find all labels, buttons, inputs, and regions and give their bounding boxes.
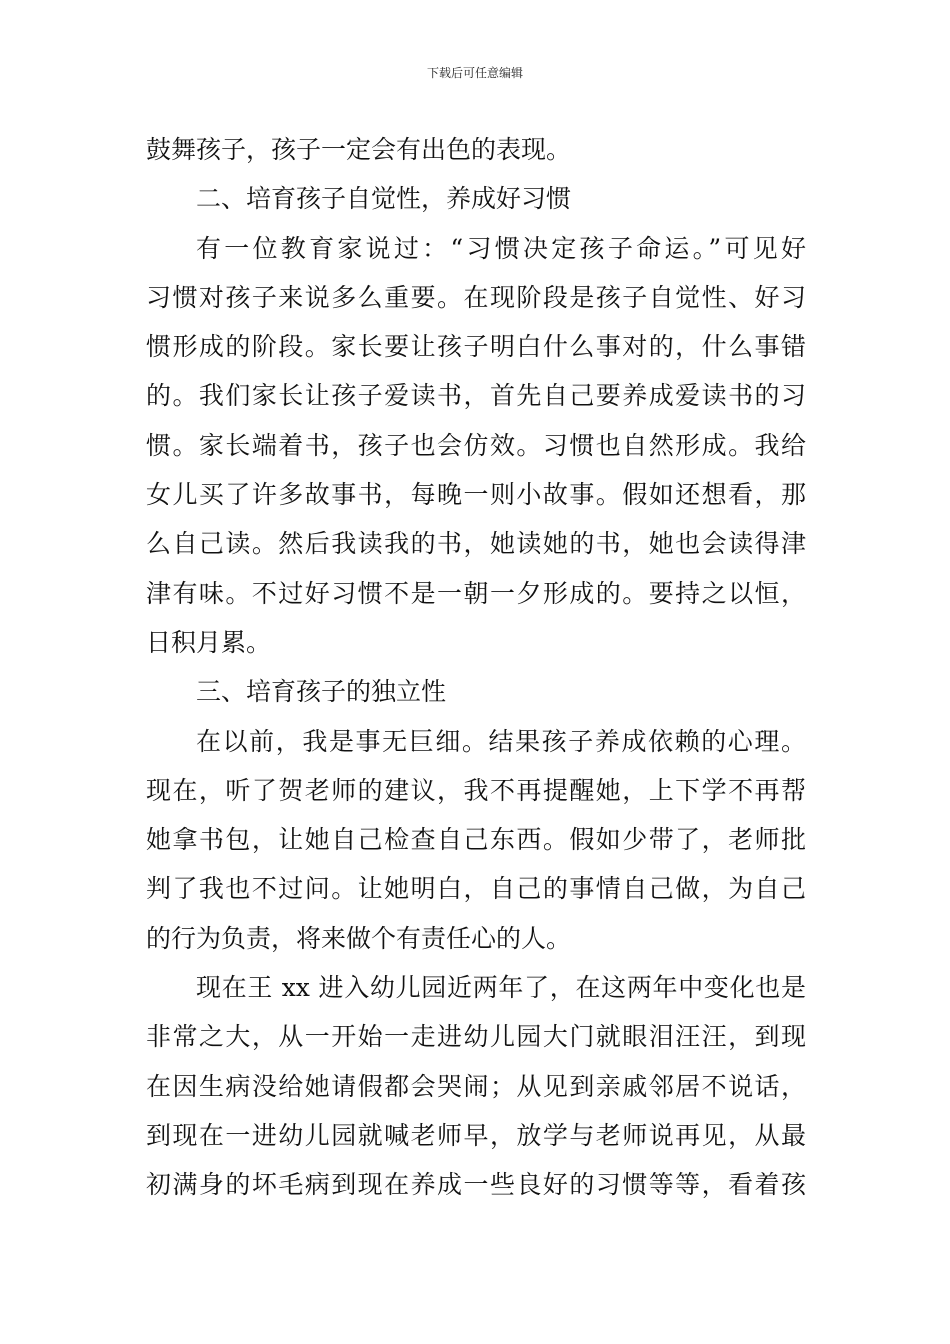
text-line: 鼓舞孩子，孩子一定会有出色的表现。 — [146, 135, 572, 164]
text-line: 有一位教育家说过：“习惯决定孩子命运。”可见好 — [196, 233, 806, 263]
text-line: 的行为负责，将来做个有责任心的人。 — [146, 923, 572, 953]
text-line: 她拿书包，让她自己检查自己东西。假如少带了，老师批 — [146, 825, 806, 855]
text-line: 么自己读。然后我读我的书，她读她的书，她也会读得津 — [146, 529, 806, 559]
text-line: 判了我也不过问。让她明白，自己的事情自己做，为自己 — [146, 874, 806, 904]
text-line: 三、培育孩子的独立性 — [196, 677, 447, 707]
text-line: 初满身的坏毛病到现在养成一些良好的习惯等等，看着孩 — [146, 1170, 806, 1200]
page-header: 下载后可任意编辑 — [426, 66, 523, 80]
text-line: 非常之大，从一开始一走进幼儿园大门就眼泪汪汪，到现 — [146, 1022, 806, 1052]
text-line: 现在，听了贺老师的建议，我不再提醒她，上下学不再帮 — [146, 775, 806, 805]
text-line: 习惯对孩子来说多么重要。在现阶段是孩子自觉性、好习 — [146, 282, 806, 312]
text-line: 在因生病没给她请假都会哭闹；从见到亲戚邻居不说话， — [146, 1071, 806, 1101]
text-line: 二、培育孩子自觉性，养成好习惯 — [196, 184, 572, 214]
text-line: 日积月累。 — [146, 627, 272, 657]
text-line: 的。我们家长让孩子爱读书，首先自己要养成爱读书的习 — [146, 381, 806, 411]
text-line: 现在王 xx 进入幼儿园近两年了，在这两年中变化也是 — [196, 973, 806, 1003]
text-line: 女儿买了许多故事书，每晚一则小故事。假如还想看，那 — [146, 480, 806, 510]
document-body — [146, 130, 806, 1215]
text-line: 在以前，我是事无巨细。结果孩子养成依赖的心理。 — [196, 726, 806, 756]
text-line: 津有味。不过好习惯不是一朝一夕形成的。要持之以恒， — [146, 578, 806, 608]
text-line: 惯。家长端着书，孩子也会仿效。习惯也自然形成。我给 — [146, 430, 806, 460]
text-line: 到现在一进幼儿园就喊老师早，放学与老师说再见，从最 — [146, 1120, 806, 1150]
text-line: 惯形成的阶段。家长要让孩子明白什么事对的，什么事错 — [146, 332, 806, 362]
